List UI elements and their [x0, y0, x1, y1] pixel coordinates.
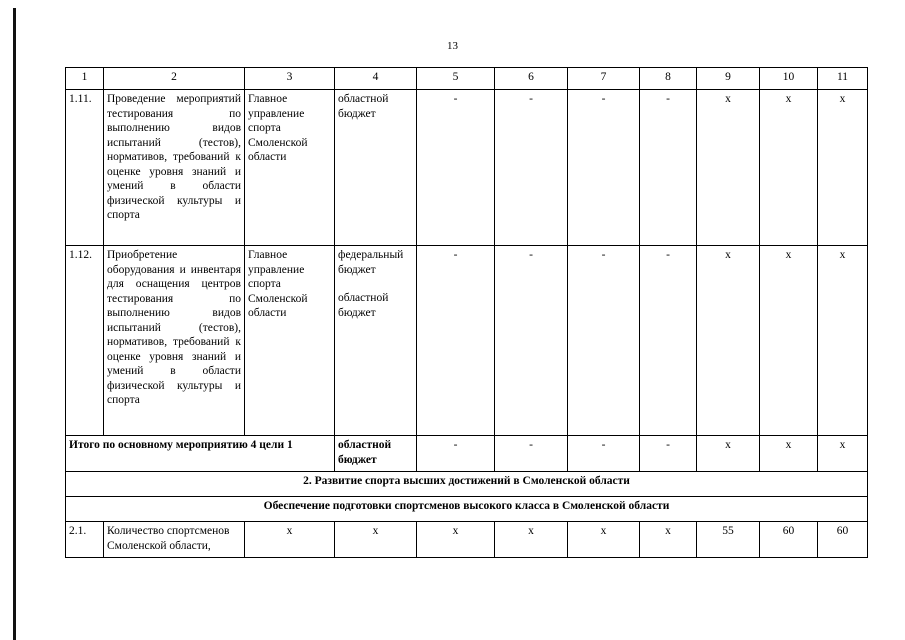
header-cell: 8 [640, 68, 697, 90]
page-number: 13 [447, 40, 458, 52]
value-cell: x [818, 246, 868, 436]
value-cell: - [495, 246, 568, 436]
value-cell: x [697, 90, 760, 246]
value-cell: x [760, 246, 818, 436]
table-row [66, 246, 868, 436]
header-cell: 1 [66, 68, 104, 90]
value-cell: x [245, 522, 335, 558]
value-cell: 60 [818, 522, 868, 558]
value-cell: x [818, 436, 868, 472]
activity-cell: Приобретение оборудования и инвентаря для оснащения центров тестирования по выполнению видов испытаний (тестов), нормативов, требований к оценке уровня знаний и умений в области физической культуры и спорта [104, 246, 245, 436]
column-number-row [66, 68, 868, 90]
value-cell: x [697, 246, 760, 436]
value-cell: - [495, 436, 568, 472]
value-cell: x [818, 90, 868, 246]
funding-source-cell [335, 246, 417, 436]
value-cell: x [568, 522, 640, 558]
header-cell: 7 [568, 68, 640, 90]
header-cell: 10 [760, 68, 818, 90]
value-cell: x [417, 522, 495, 558]
value-cell: - [640, 436, 697, 472]
value-cell: 55 [697, 522, 760, 558]
header-cell: 4 [335, 68, 417, 90]
executor-cell: Главное управление спорта Смоленской области [245, 90, 335, 246]
row-number: 1.11. [66, 90, 104, 246]
value-cell: - [640, 246, 697, 436]
value-cell: - [640, 90, 697, 246]
header-cell: 6 [495, 68, 568, 90]
subsection-row [66, 497, 868, 522]
left-margin-bar [13, 8, 16, 640]
header-cell: 9 [697, 68, 760, 90]
activity-cell: Проведение мероприятий тестирования по выполнению видов испытаний (тестов), нормативов, требований к оценке уровня знаний и умений в области физической культуры и спорта [104, 90, 245, 246]
header-cell: 5 [417, 68, 495, 90]
value-cell: x [760, 90, 818, 246]
activity-cell: Количество спортсменов Смоленской области, [104, 522, 245, 558]
subsection-title: Обеспечение подготовки спортсменов высокого класса в Смоленской области [66, 497, 868, 522]
funding-source-cell [335, 90, 417, 246]
value-cell: - [568, 436, 640, 472]
table-row [66, 522, 868, 558]
total-row [66, 436, 868, 472]
header-cell: 2 [104, 68, 245, 90]
value-cell: x [335, 522, 417, 558]
value-cell: - [495, 90, 568, 246]
value-cell: 60 [760, 522, 818, 558]
executor-cell: Главное управление спорта Смоленской области [245, 246, 335, 436]
program-table [65, 67, 868, 558]
value-cell: x [697, 436, 760, 472]
value-cell: - [568, 90, 640, 246]
value-cell: - [417, 90, 495, 246]
section-title: 2. Развитие спорта высших достижений в Смоленской области [66, 472, 868, 497]
total-funding-source: областной бюджет [335, 436, 417, 472]
value-cell: x [495, 522, 568, 558]
section-row [66, 472, 868, 497]
value-cell: - [568, 246, 640, 436]
header-cell: 11 [818, 68, 868, 90]
row-number: 2.1. [66, 522, 104, 558]
value-cell: x [640, 522, 697, 558]
funding-source: областной бюджет [338, 292, 389, 319]
header-cell: 3 [245, 68, 335, 90]
value-cell: - [417, 436, 495, 472]
row-number: 1.12. [66, 246, 104, 436]
value-cell: - [417, 246, 495, 436]
value-cell: x [760, 436, 818, 472]
total-label: Итого по основному мероприятию 4 цели 1 [66, 436, 335, 472]
funding-source: федеральный бюджет [338, 249, 404, 276]
funding-source: областной бюджет [338, 93, 389, 120]
table-row [66, 90, 868, 246]
